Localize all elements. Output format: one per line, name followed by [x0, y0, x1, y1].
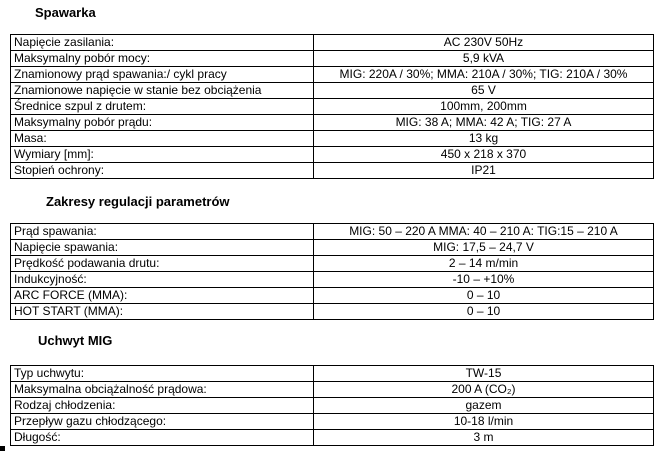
- spec-table-uchwyt-mig: [10, 365, 654, 446]
- row-value: 13 kg: [314, 131, 654, 147]
- table-row: [11, 224, 654, 240]
- row-value: IP21: [314, 163, 654, 179]
- row-value: TW-15: [314, 366, 654, 382]
- row-value: 450 x 218 x 370: [314, 147, 654, 163]
- page-corner-mark: [0, 446, 5, 451]
- table-row: [11, 240, 654, 256]
- row-label: Indukcyjność:: [11, 272, 314, 288]
- row-label: ARC FORCE (MMA):: [11, 288, 314, 304]
- row-label: Stopień ochrony:: [11, 163, 314, 179]
- row-label: Wymiary [mm]:: [11, 147, 314, 163]
- row-label: Średnice szpul z drutem:: [11, 99, 314, 115]
- table-row: [11, 99, 654, 115]
- row-label: Prędkość podawania drutu:: [11, 256, 314, 272]
- row-value: gazem: [314, 398, 654, 414]
- table-row: [11, 272, 654, 288]
- table-row: [11, 256, 654, 272]
- row-label: Maksymalna obciążalność prądowa:: [11, 382, 314, 398]
- table-row: [11, 382, 654, 398]
- row-value: 200 A (CO₂): [314, 382, 654, 398]
- section-title-spawarka: Spawarka: [35, 5, 96, 20]
- row-label: Rodzaj chłodzenia:: [11, 398, 314, 414]
- table-row: [11, 83, 654, 99]
- row-value: 3 m: [314, 430, 654, 446]
- row-value: AC 230V 50Hz: [314, 35, 654, 51]
- table-row: [11, 131, 654, 147]
- row-value: -10 – +10%: [314, 272, 654, 288]
- row-value: MIG: 220A / 30%; MMA: 210A / 30%; TIG: 210A / 30%: [314, 67, 654, 83]
- row-label: Typ uchwytu:: [11, 366, 314, 382]
- row-value: 2 – 14 m/min: [314, 256, 654, 272]
- spec-table-zakresy: [10, 223, 654, 320]
- section-title-zakresy: Zakresy regulacji parametrów: [46, 194, 230, 209]
- table-row: [11, 304, 654, 320]
- row-value: 0 – 10: [314, 304, 654, 320]
- table-row: [11, 67, 654, 83]
- row-label: Napięcie spawania:: [11, 240, 314, 256]
- row-label: Maksymalny pobór prądu:: [11, 115, 314, 131]
- table-row: [11, 51, 654, 67]
- table-row: [11, 115, 654, 131]
- row-label: Znamionowe napięcie w stanie bez obciążenia: [11, 83, 314, 99]
- table-row: [11, 288, 654, 304]
- table-row: [11, 366, 654, 382]
- table-row: [11, 430, 654, 446]
- section-title-uchwyt-mig: Uchwyt MIG: [38, 333, 113, 348]
- row-label: Napięcie zasilania:: [11, 35, 314, 51]
- row-label: Maksymalny pobór mocy:: [11, 51, 314, 67]
- row-value: MIG: 17,5 – 24,7 V: [314, 240, 654, 256]
- row-label: Długość:: [11, 430, 314, 446]
- row-value: 65 V: [314, 83, 654, 99]
- row-value: MIG: 38 A; MMA: 42 A; TIG: 27 A: [314, 115, 654, 131]
- row-label: HOT START (MMA):: [11, 304, 314, 320]
- row-value: 10-18 l/min: [314, 414, 654, 430]
- table-row: [11, 35, 654, 51]
- row-label: Przepływ gazu chłodzącego:: [11, 414, 314, 430]
- table-row: [11, 147, 654, 163]
- table-row: [11, 163, 654, 179]
- row-label: Znamionowy prąd spawania:/ cykl pracy: [11, 67, 314, 83]
- table-row: [11, 398, 654, 414]
- row-value: 100mm, 200mm: [314, 99, 654, 115]
- row-label: Masa:: [11, 131, 314, 147]
- row-value: 0 – 10: [314, 288, 654, 304]
- table-row: [11, 414, 654, 430]
- row-value: MIG: 50 – 220 A MMA: 40 – 210 A: TIG:15 – 210 A: [314, 224, 654, 240]
- spec-table-spawarka: [10, 34, 654, 179]
- row-label: Prąd spawania:: [11, 224, 314, 240]
- row-value: 5,9 kVA: [314, 51, 654, 67]
